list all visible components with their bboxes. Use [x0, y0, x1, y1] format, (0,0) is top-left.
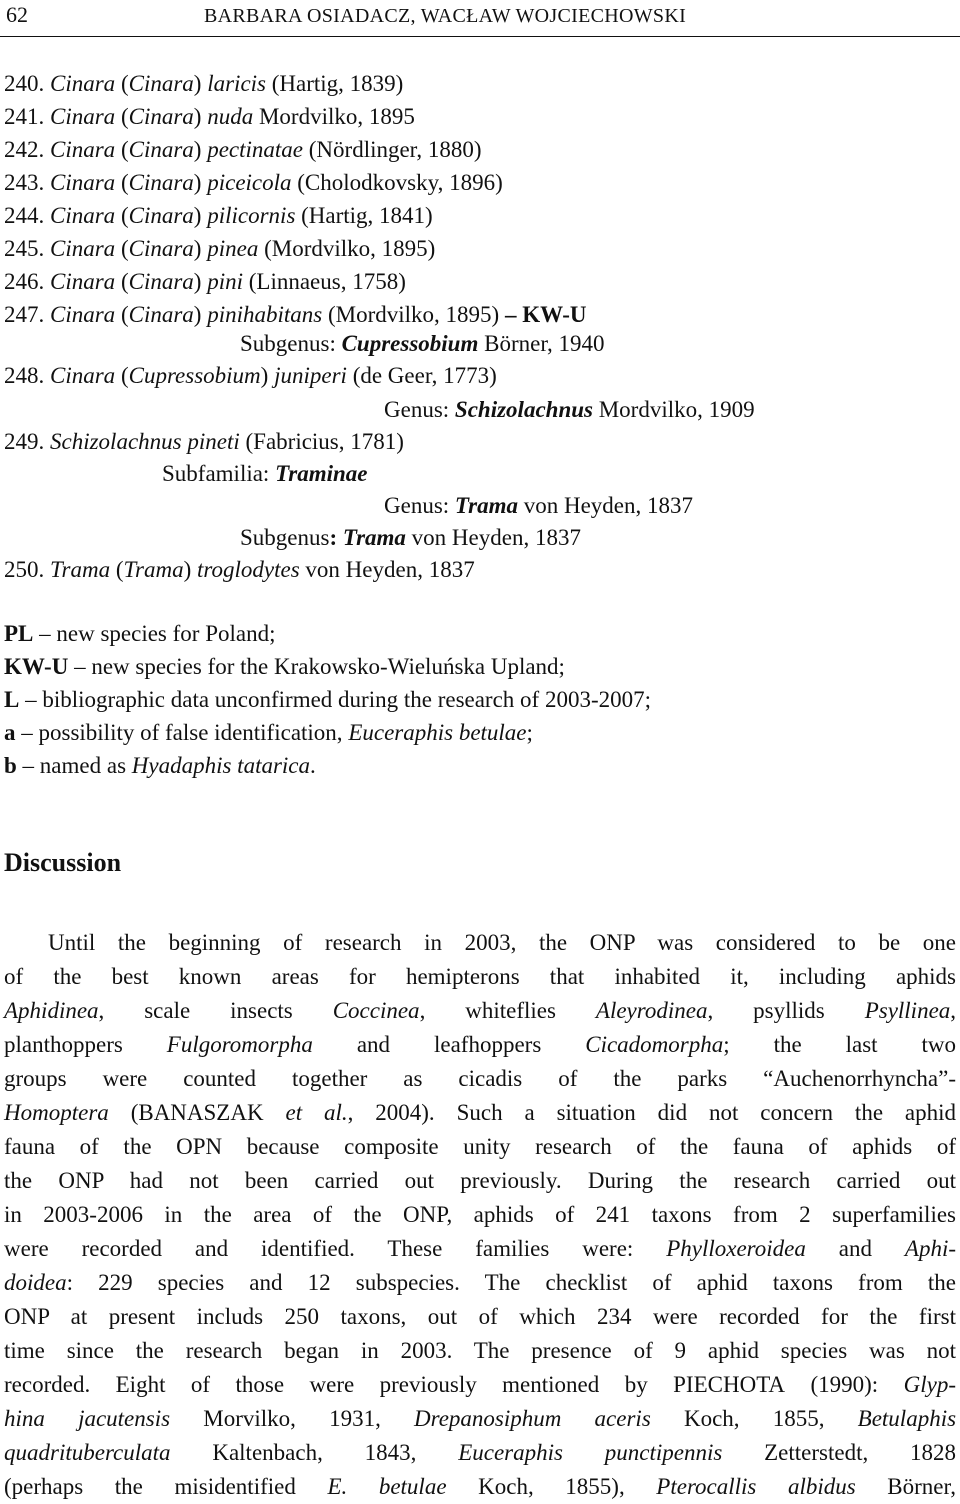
paragraph-line: doidea: 229 species and 12 subspecies. The checklist of aphid taxons from the	[4, 1270, 956, 1295]
legend-item: PL – new species for Poland;	[4, 621, 276, 646]
legend-item: a – possibility of false identification, Euceraphis betulae;	[4, 720, 533, 745]
species-entry-248: 248. Cinara (Cupressobium) juniperi (de Geer, 1773)	[4, 363, 497, 388]
taxon-subfamilia-traminae: Subfamilia: Traminae	[162, 461, 368, 486]
species-entry: 242. Cinara (Cinara) pectinatae (Nördlinger, 1880)	[4, 137, 482, 162]
paragraph-line: in 2003-2006 in the area of the ONP, aphids of 241 taxons from 2 superfamilies	[4, 1202, 956, 1227]
paragraph-line: fauna of the OPN because composite unity research of the fauna of aphids of	[4, 1134, 956, 1159]
species-entry: 243. Cinara (Cinara) piceicola (Cholodkovsky, 1896)	[4, 170, 503, 195]
page-number: 62	[6, 2, 28, 27]
taxon-subgenus-cupressobium: Subgenus: Cupressobium Börner, 1940	[240, 331, 605, 356]
paragraph-line: the ONP had not been carried out previously. During the research carried out	[4, 1168, 956, 1193]
paragraph-line: ONP at present includs 250 taxons, out of which 234 were recorded for the first	[4, 1304, 956, 1329]
paragraph-line: of the best known areas for hemipterons that inhabited it, including aphids	[4, 964, 956, 989]
running-header	[6, 2, 954, 36]
discussion-paragraph	[4, 926, 956, 1504]
species-entry: 246. Cinara (Cinara) pini (Linnaeus, 1758)	[4, 269, 406, 294]
legend-item: L – bibliographic data unconfirmed during the research of 2003-2007;	[4, 687, 652, 712]
status-badge: KW-U	[522, 302, 587, 327]
species-entry: 247. Cinara (Cinara) pinihabitans (Mordvilko, 1895) – KW-U	[4, 302, 587, 327]
species-entry: 240. Cinara (Cinara) laricis (Hartig, 1839)	[4, 71, 404, 96]
taxon-genus-schizolachnus: Genus: Schizolachnus Mordvilko, 1909	[384, 397, 755, 422]
species-entry: 245. Cinara (Cinara) pinea (Mordvilko, 1895)	[4, 236, 436, 261]
species-entry: 244. Cinara (Cinara) pilicornis (Hartig, 1841)	[4, 203, 433, 228]
section-heading-discussion: Discussion	[4, 848, 122, 877]
paragraph-line: Homoptera (BANASZAK et al., 2004). Such a situation did not concern the aphid	[4, 1100, 957, 1125]
taxon-genus-trama: Genus: Trama von Heyden, 1837	[384, 493, 693, 518]
paragraph-line: groups were counted together as cicadis of the parks “Auchenorrhyncha”-	[4, 1066, 956, 1091]
paragraph-line: were recorded and identified. These families were: Phylloxeroidea and Aphi-	[4, 1236, 957, 1261]
header-rule	[0, 36, 960, 37]
legend-item: b – named as Hyadaphis tatarica.	[4, 753, 316, 778]
paragraph-line: (perhaps the misidentified E. betulae Koch, 1855), Pterocallis albidus Börner,	[4, 1474, 956, 1499]
paragraph-line: time since the research began in 2003. The presence of 9 aphid species was not	[4, 1338, 956, 1363]
species-entry-250: 250. Trama (Trama) troglodytes von Heyden, 1837	[4, 557, 475, 582]
paragraph-line: Aphidinea, scale insects Coccinea, whiteflies Aleyrodinea, psyllids Psyllinea,	[4, 998, 957, 1023]
taxon-subgenus-trama: Subgenus: Trama von Heyden, 1837	[240, 525, 581, 550]
paragraph-line: planthoppers Fulgoromorpha and leafhoppers Cicadomorpha; the last two	[4, 1032, 957, 1057]
legend-item: KW-U – new species for the Krakowsko-Wieluńska Upland;	[4, 654, 565, 679]
paragraph-line: Until the beginning of research in 2003, the ONP was considered to be one	[48, 930, 956, 955]
paragraph-line: hina jacutensis Morvilko, 1931, Drepanosiphum aceris Koch, 1855, Betulaphis	[4, 1406, 957, 1431]
paragraph-line: recorded. Eight of those were previously mentioned by PIECHOTA (1990): Glyp-	[4, 1372, 957, 1397]
species-entry: 241. Cinara (Cinara) nuda Mordvilko, 1895	[4, 104, 415, 129]
paragraph-line: quadrituberculata Kaltenbach, 1843, Euceraphis punctipennis Zetterstedt, 1828	[4, 1440, 957, 1465]
species-entry-249: 249. Schizolachnus pineti (Fabricius, 1781)	[4, 429, 404, 454]
running-title: BARBARA OSIADACZ, WACŁAW WOJCIECHOWSKI	[204, 5, 687, 27]
